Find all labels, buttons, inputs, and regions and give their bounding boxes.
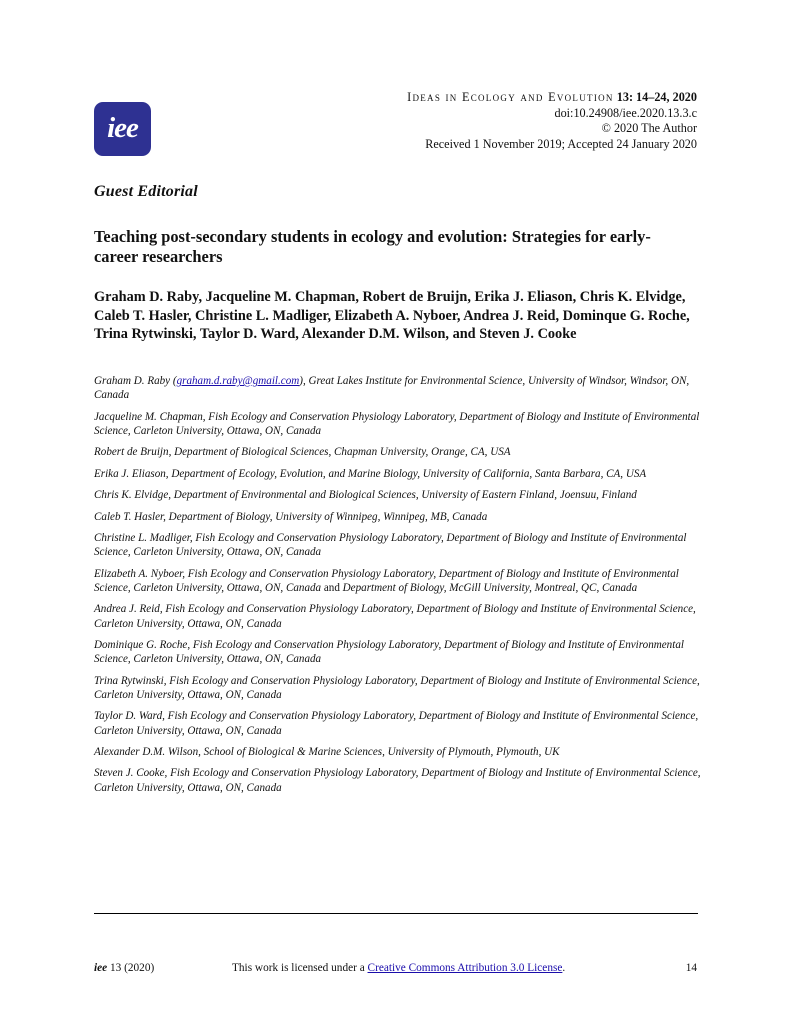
author-list: Graham D. Raby, Jacqueline M. Chapman, Robert de Bruijn, Erika J. Eliason, Chris K. Elvidge, Caleb T. Hasler, Christine L. Madliger, Elizabeth A. Nyboer, Andrea J. Reid, Dominque G. Roche, Trina Rytwinski, Taylor D. Ward, Alexander D.M. Wilson, and Steven J. Cooke	[94, 289, 690, 342]
affiliation-wilson: Alexander D.M. Wilson, School of Biological & Marine Sciences, University of Plymouth, Plymouth, UK	[94, 746, 560, 759]
affiliation-reid: Andrea J. Reid, Fish Ecology and Conservation Physiology Laboratory, Department of Biology and Institute of Environmental Science, Carleton University, Ottawa, ON, Canada	[94, 603, 696, 630]
article-title: Teaching post-secondary students in ecology and evolution: Strategies for early-career researchers	[94, 227, 651, 266]
affiliation-madliger: Christine L. Madliger, Fish Ecology and Conservation Physiology Laboratory, Department of Biology and Institute of Environmental Science, Carleton University, Ottawa, ON, Canada	[94, 531, 687, 559]
author-email-link[interactable]: graham.d.raby@gmail.com	[176, 375, 300, 387]
page-number: 14	[685, 962, 697, 974]
logo-text: iee	[107, 112, 138, 144]
journal-name: Ideas in Ecology and Evolution	[407, 90, 614, 104]
affiliation-rytwinski: Trina Rytwinski, Fish Ecology and Conservation Physiology Laboratory, Department of Biology and Institute of Environmental Science, Carleton University, Ottawa, ON, Canada	[94, 674, 700, 701]
journal-logo	[94, 102, 151, 156]
footer-license: This work is licensed under a Creative Commons Attribution 3.0 License.	[232, 962, 566, 974]
footer-journal-abbrev: iee	[94, 962, 108, 974]
affiliation-chapman: Jacqueline M. Chapman, Fish Ecology and Conservation Physiology Laboratory, Department of Biology and Institute of Environmental Science, Carleton University, Ottawa, ON, Canada	[94, 410, 700, 437]
license-link[interactable]: Creative Commons Attribution 3.0 License	[367, 962, 563, 974]
affiliation-eliason: Erika J. Eliason, Department of Ecology, Evolution, and Marine Biology, University of California, Santa Barbara, CA, USA	[94, 467, 647, 480]
affiliation-roche: Dominique G. Roche, Fish Ecology and Conservation Physiology Laboratory, Department of Biology and Institute of Environmental Science, Carleton University, Ottawa, ON, Canada	[94, 639, 684, 666]
affiliation-elvidge: Chris K. Elvidge, Department of Environmental and Biological Sciences, University of Eastern Finland, Joensuu, Finland	[94, 489, 637, 502]
journal-header	[407, 90, 697, 152]
journal-citation-line	[407, 90, 697, 106]
affiliations	[94, 374, 704, 802]
affiliation-hasler: Caleb T. Hasler, Department of Biology, University of Winnipeg, Winnipeg, MB, Canada	[94, 510, 488, 523]
volume-pages: 13: 14–24, 2020	[616, 90, 697, 104]
section-label: Guest Editorial	[94, 183, 198, 200]
footer-divider	[94, 913, 698, 914]
affiliation-ward: Taylor D. Ward, Fish Ecology and Conservation Physiology Laboratory, Department of Biology and Institute of Environmental Science, Carleton University, Ottawa, ON, Canada	[94, 710, 699, 737]
footer-journal-volume	[94, 962, 154, 974]
affiliation-debruijn: Robert de Bruijn, Department of Biological Sciences, Chapman University, Orange, CA, USA	[94, 446, 511, 459]
copyright: © 2020 The Author	[601, 121, 697, 136]
affiliation-cooke: Steven J. Cooke, Fish Ecology and Conservation Physiology Laboratory, Department of Biology and Institute of Environmental Science, Carleton University, Ottawa, ON, Canada	[94, 767, 701, 794]
affiliation-nyboer: Elizabeth A. Nyboer, Fish Ecology and Conservation Physiology Laboratory, Department of Biology and Institute of Environmental Science, Carleton University, Ottawa, ON, Canada and Department of Biology, McGill University, Montreal, QC, Canada	[94, 567, 679, 594]
doi: doi:10.24908/iee.2020.13.3.c	[554, 105, 697, 120]
affiliation-raby: Graham D. Raby (graham.d.raby@gmail.com), Great Lakes Institute for Environmental Science, University of Windsor, Windsor, ON, Canada	[94, 375, 690, 402]
footer-volume: 13 (2020)	[107, 962, 155, 974]
received-accepted-dates: Received 1 November 2019; Accepted 24 January 2020	[425, 136, 697, 151]
